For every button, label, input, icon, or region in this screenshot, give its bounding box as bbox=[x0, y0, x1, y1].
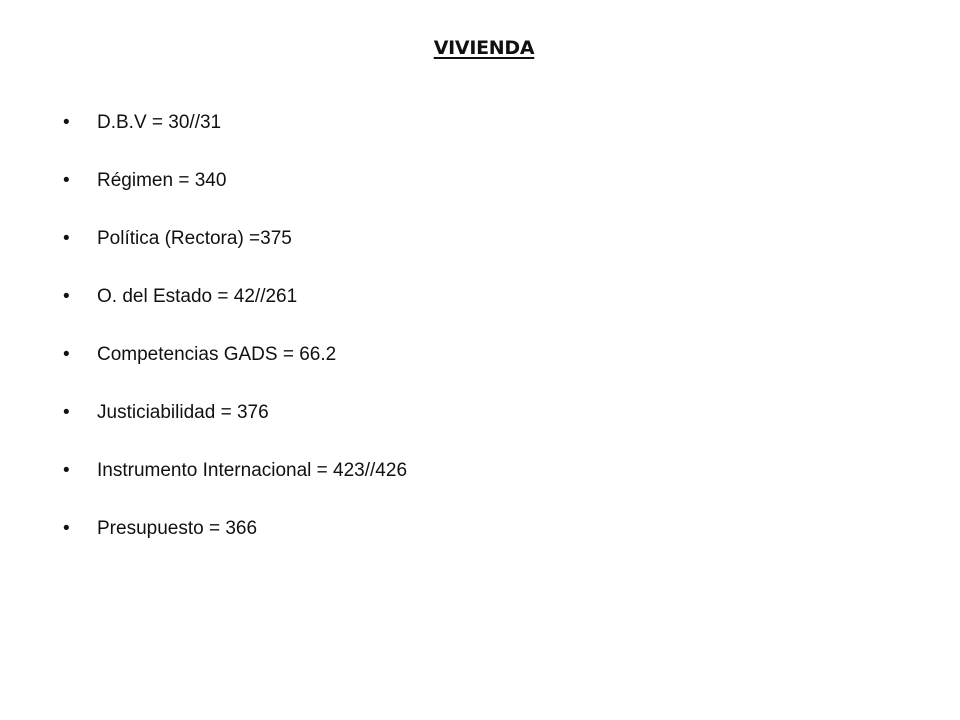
list-item-text: D.B.V = 30//31 bbox=[97, 112, 222, 133]
bullet-icon: • bbox=[63, 112, 70, 133]
list-item-text: Política (Rectora) =375 bbox=[97, 228, 292, 249]
list-item bbox=[0, 456, 600, 514]
bullet-icon: • bbox=[63, 228, 70, 249]
list-item bbox=[0, 108, 600, 166]
bullet-icon: • bbox=[63, 170, 70, 191]
list-item bbox=[0, 166, 600, 224]
list-item bbox=[0, 340, 600, 398]
list-item bbox=[0, 514, 600, 572]
list-item-text: Régimen = 340 bbox=[97, 170, 227, 191]
list-item-text: Instrumento Internacional = 423//426 bbox=[97, 460, 408, 481]
bullet-list bbox=[0, 108, 600, 572]
bullet-icon: • bbox=[63, 402, 70, 423]
list-item-text: Presupuesto = 366 bbox=[97, 518, 258, 539]
list-item bbox=[0, 398, 600, 456]
bullet-icon: • bbox=[63, 460, 70, 481]
list-item-text: O. del Estado = 42//261 bbox=[97, 286, 298, 307]
list-item bbox=[0, 282, 600, 340]
list-item-text: Justiciabilidad = 376 bbox=[97, 402, 269, 423]
bullet-icon: • bbox=[63, 518, 70, 539]
bullet-icon: • bbox=[63, 344, 70, 365]
bullet-icon: • bbox=[63, 286, 70, 307]
list-item bbox=[0, 224, 600, 282]
slide-title: VIVIENDA bbox=[433, 37, 535, 59]
list-item-text: Competencias GADS = 66.2 bbox=[97, 344, 337, 365]
